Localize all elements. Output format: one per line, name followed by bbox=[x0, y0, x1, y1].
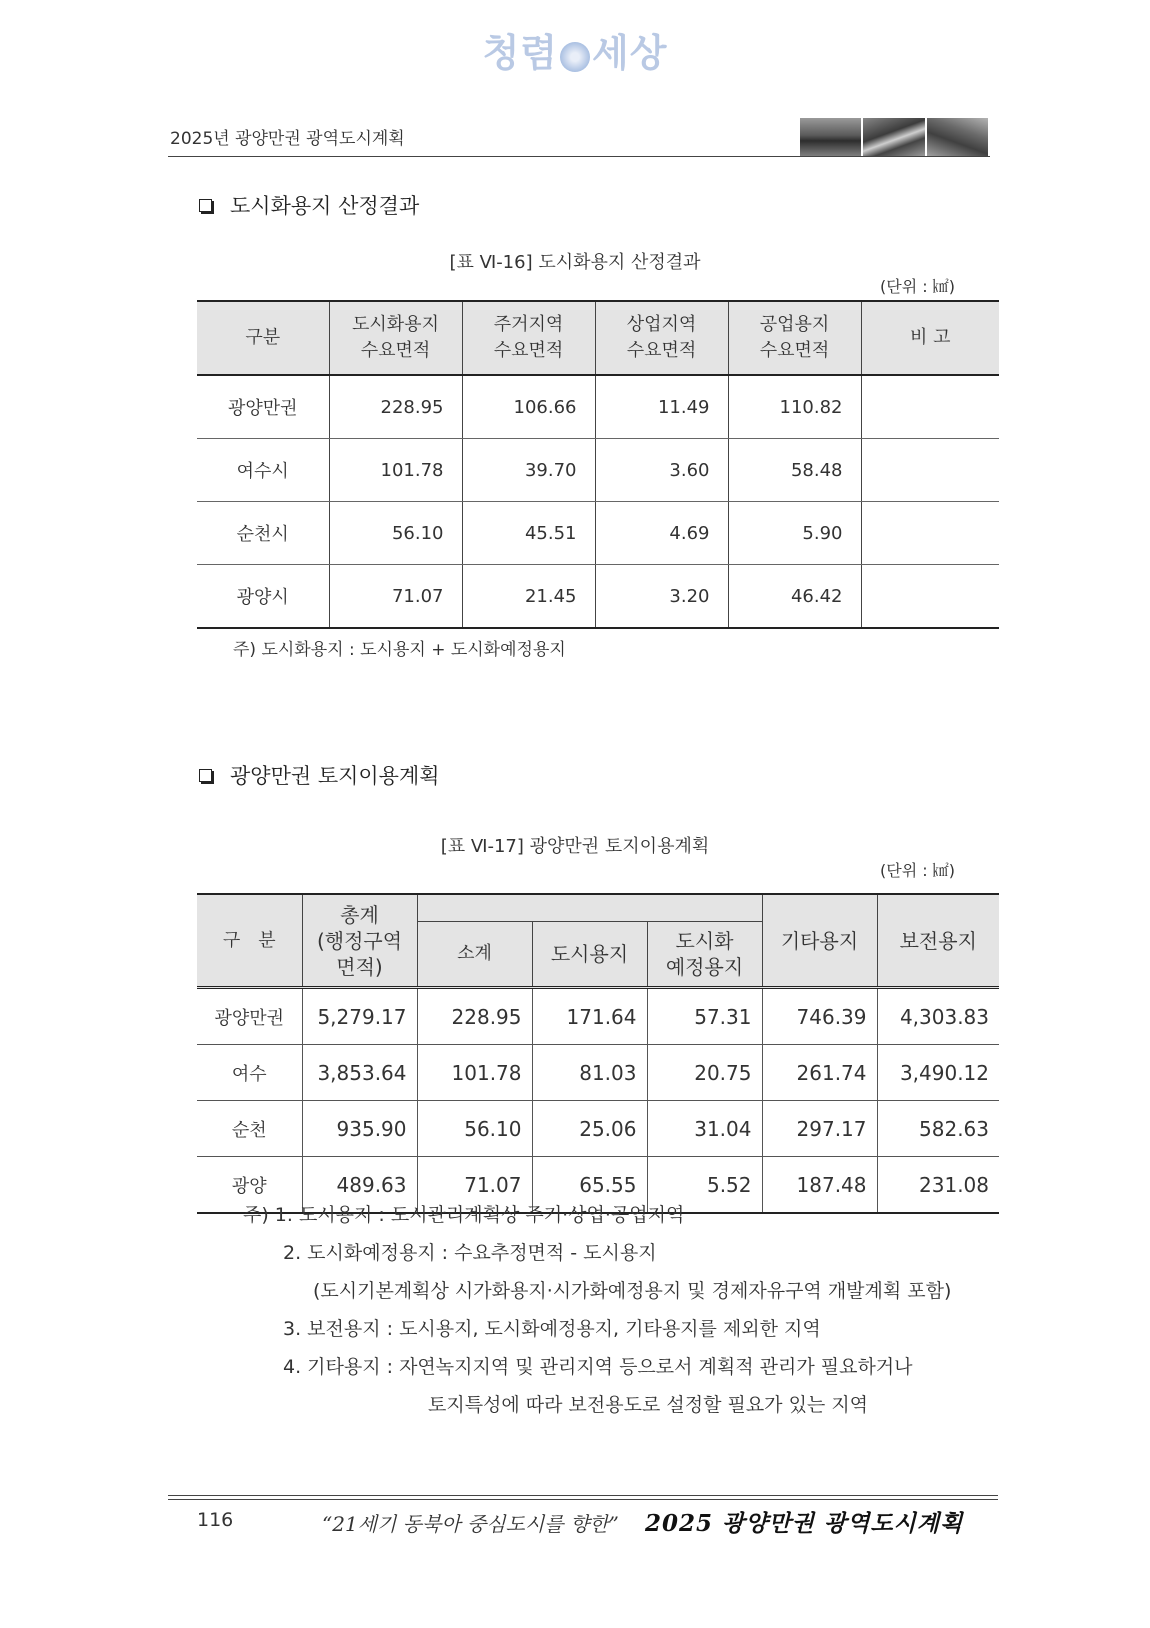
checkbox-bullet-icon bbox=[199, 199, 212, 212]
remark-cell bbox=[861, 502, 999, 565]
table-row bbox=[197, 1101, 999, 1157]
land-use-plan-table bbox=[197, 893, 999, 1214]
column-header: 총계 (행정구역 면적) bbox=[302, 894, 417, 988]
table-note: 주) 도시화용지 : 도시용지 + 도시화예정용지 bbox=[233, 640, 566, 660]
table-caption: [표 Ⅵ-16] 도시화용지 산정결과 bbox=[449, 252, 701, 273]
footer-divider bbox=[168, 1499, 998, 1500]
table-cell: 56.10 bbox=[417, 1101, 532, 1157]
table-row bbox=[197, 988, 999, 1045]
page-number: 116 bbox=[197, 1509, 234, 1531]
table-cell: 171.64 bbox=[532, 988, 647, 1045]
table-cell: 110.82 bbox=[728, 375, 861, 439]
table-note: 2. 도시화예정용지 : 수요추정면적 - 도시용지 bbox=[283, 1242, 657, 1264]
table-cell: 187.48 bbox=[762, 1157, 877, 1214]
table-cell: 935.90 bbox=[302, 1101, 417, 1157]
table-note: (도시기본계획상 시가화용지·시가화예정용지 및 경제자유구역 개발계획 포함) bbox=[313, 1280, 952, 1302]
footer-title: 2025 광양만권 광역도시계획 bbox=[645, 1510, 964, 1537]
table-cell: 57.31 bbox=[647, 988, 762, 1045]
table-cell: 21.45 bbox=[462, 565, 595, 629]
row-label: 광양만권 bbox=[197, 988, 302, 1045]
urbanization-area-table bbox=[197, 300, 999, 629]
table-cell: 56.10 bbox=[329, 502, 462, 565]
table-note: 4. 기타용지 : 자연녹지지역 및 관리지역 등으로서 계획적 관리가 필요하거나 bbox=[283, 1356, 913, 1378]
table-cell: 5.52 bbox=[647, 1157, 762, 1214]
table-cell: 261.74 bbox=[762, 1045, 877, 1101]
table-cell: 5.90 bbox=[728, 502, 861, 565]
section-heading-text: 광양만권 토지이용계획 bbox=[230, 764, 440, 788]
table-cell: 489.63 bbox=[302, 1157, 417, 1214]
footer-divider bbox=[168, 1495, 998, 1496]
table-note: 3. 보전용지 : 도시용지, 도시화예정용지, 기타용지를 제외한 지역 bbox=[283, 1318, 821, 1340]
table-cell: 101.78 bbox=[417, 1045, 532, 1101]
table-cell: 3,490.12 bbox=[877, 1045, 999, 1101]
table-row bbox=[197, 439, 999, 502]
table-caption: [표 Ⅵ-17] 광양만권 토지이용계획 bbox=[440, 836, 710, 857]
column-header: 구 분 bbox=[197, 894, 302, 988]
row-label: 여수시 bbox=[197, 439, 329, 502]
remark-cell bbox=[861, 375, 999, 439]
section-heading-text: 도시화용지 산정결과 bbox=[230, 194, 420, 218]
table-cell: 3.20 bbox=[595, 565, 728, 629]
table-cell: 71.07 bbox=[417, 1157, 532, 1214]
section-heading bbox=[199, 760, 440, 790]
table-cell: 20.75 bbox=[647, 1045, 762, 1101]
table-cell: 228.95 bbox=[417, 988, 532, 1045]
table-cell: 65.55 bbox=[532, 1157, 647, 1214]
logo-mark-icon bbox=[560, 42, 590, 72]
integrity-logo bbox=[470, 22, 680, 75]
unit-label: (단위 : ㎢) bbox=[880, 861, 955, 880]
column-header: 도시용지 bbox=[532, 922, 647, 988]
column-header: 주거지역 수요면적 bbox=[462, 301, 595, 375]
row-label: 광양 bbox=[197, 1157, 302, 1214]
table-cell: 5,279.17 bbox=[302, 988, 417, 1045]
logo-text-left: 청렴 bbox=[482, 30, 558, 75]
remark-cell bbox=[861, 565, 999, 629]
header-photo-strip bbox=[800, 118, 988, 156]
table-cell: 106.66 bbox=[462, 375, 595, 439]
unit-label: (단위 : ㎢) bbox=[880, 277, 955, 296]
table-cell: 58.48 bbox=[728, 439, 861, 502]
table-cell: 582.63 bbox=[877, 1101, 999, 1157]
table-cell: 81.03 bbox=[532, 1045, 647, 1101]
row-label: 광양만권 bbox=[197, 375, 329, 439]
column-header: 구분 bbox=[197, 301, 329, 375]
column-header: 보전용지 bbox=[877, 894, 999, 988]
column-header: 소계 bbox=[417, 922, 532, 988]
row-label: 광양시 bbox=[197, 565, 329, 629]
table-row bbox=[197, 1045, 999, 1101]
table-cell: 4.69 bbox=[595, 502, 728, 565]
table-cell: 46.42 bbox=[728, 565, 861, 629]
remark-cell bbox=[861, 439, 999, 502]
table-cell: 31.04 bbox=[647, 1101, 762, 1157]
table-cell: 101.78 bbox=[329, 439, 462, 502]
header-photo bbox=[927, 118, 988, 156]
table-row bbox=[197, 502, 999, 565]
table-cell: 71.07 bbox=[329, 565, 462, 629]
column-header: 공업용지 수요면적 bbox=[728, 301, 861, 375]
table-row bbox=[197, 375, 999, 439]
checkbox-bullet-icon bbox=[199, 769, 212, 782]
table-cell: 228.95 bbox=[329, 375, 462, 439]
footer-slogan: “21세기 동북아 중심도시를 향한” bbox=[322, 1512, 619, 1536]
column-header: 도시화용지 수요면적 bbox=[329, 301, 462, 375]
column-group-header bbox=[417, 894, 762, 922]
table-cell: 11.49 bbox=[595, 375, 728, 439]
header-photo bbox=[800, 118, 861, 156]
row-label: 순천 bbox=[197, 1101, 302, 1157]
table-cell: 25.06 bbox=[532, 1101, 647, 1157]
header-photo bbox=[863, 118, 924, 156]
table-cell: 3,853.64 bbox=[302, 1045, 417, 1101]
table-cell: 231.08 bbox=[877, 1157, 999, 1214]
table-cell: 4,303.83 bbox=[877, 988, 999, 1045]
table-note: 토지특성에 따라 보전용도로 설정할 필요가 있는 지역 bbox=[428, 1394, 869, 1416]
column-header: 기타용지 bbox=[762, 894, 877, 988]
document-title: 2025년 광양만권 광역도시계획 bbox=[170, 129, 405, 149]
table-cell: 45.51 bbox=[462, 502, 595, 565]
logo-text-right: 세상 bbox=[592, 30, 668, 75]
column-header: 도시화 예정용지 bbox=[647, 922, 762, 988]
column-header: 상업지역 수요면적 bbox=[595, 301, 728, 375]
row-label: 순천시 bbox=[197, 502, 329, 565]
table-row bbox=[197, 565, 999, 629]
table-cell: 746.39 bbox=[762, 988, 877, 1045]
table-cell: 39.70 bbox=[462, 439, 595, 502]
table-cell: 297.17 bbox=[762, 1101, 877, 1157]
header-divider bbox=[168, 156, 990, 157]
section-heading bbox=[199, 190, 419, 220]
table-note: 주) 1. 도시용지 : 도시관리계획상 주거·상업·공업지역 bbox=[243, 1204, 685, 1226]
column-header: 비 고 bbox=[861, 301, 999, 375]
table-cell: 3.60 bbox=[595, 439, 728, 502]
row-label: 여수 bbox=[197, 1045, 302, 1101]
